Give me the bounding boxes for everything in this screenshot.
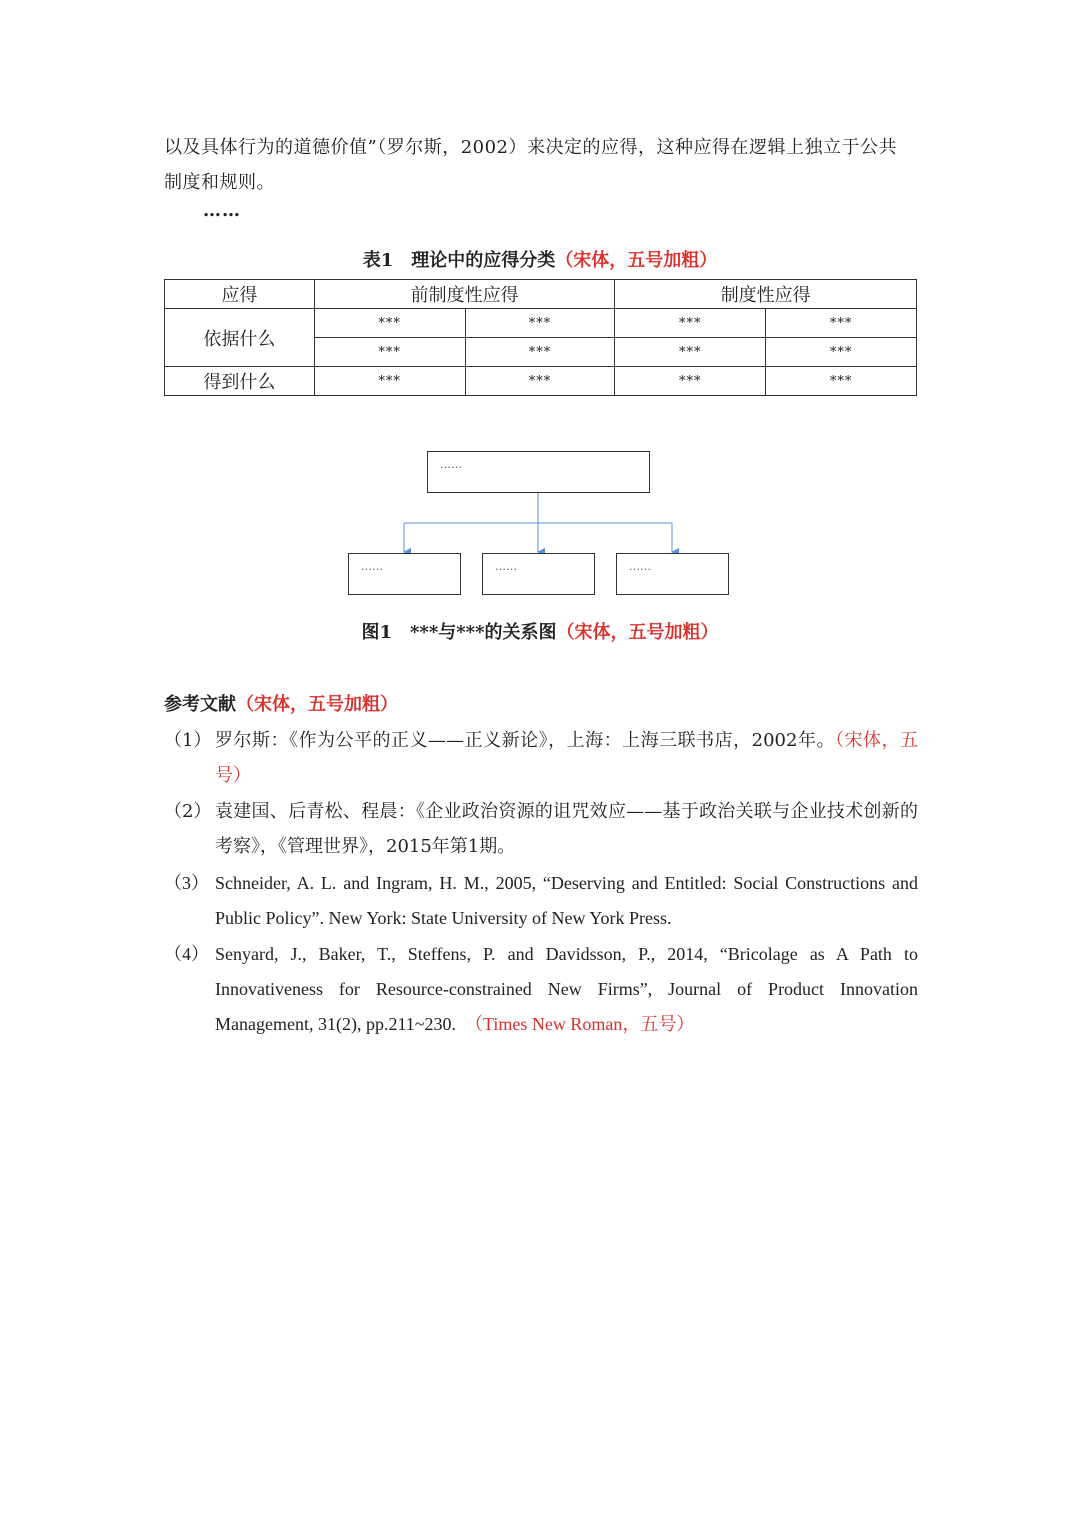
table-cell: *** [314, 338, 465, 367]
header-cell-institutional: 制度性应得 [615, 280, 917, 309]
row-label-basis: 依据什么 [165, 309, 315, 367]
reference-body: 罗尔斯：《作为公平的正义——正义新论》，上海：上海三联书店，2002年。 [215, 730, 835, 751]
reference-number: （3） [164, 873, 209, 893]
figure-caption-main: 图1 ***与***的关系图 [361, 622, 557, 643]
references-heading-note: （宋体，五号加粗） [236, 694, 398, 715]
table-cell: *** [314, 309, 465, 338]
diagram-child-box-text: …… [495, 560, 517, 573]
reference-note: （Times New Roman，五号） [474, 1014, 695, 1034]
reference-text [215, 723, 918, 793]
table-cell: *** [615, 367, 766, 396]
table-cell: *** [465, 309, 615, 338]
table-cell: *** [314, 367, 465, 396]
reference-item-3 [164, 866, 918, 936]
references-heading [164, 690, 398, 716]
header-cell-pre-institutional: 前制度性应得 [314, 280, 615, 309]
diagram-child-box-2 [482, 553, 595, 595]
table-caption-main: 表1 理论中的应得分类 [362, 250, 556, 271]
figure-caption-note: （宋体，五号加粗） [556, 622, 719, 643]
table-cell: *** [766, 309, 917, 338]
reference-item-4 [164, 937, 918, 1042]
figure-caption [0, 618, 1080, 644]
table-cell: *** [766, 367, 917, 396]
diagram-child-box-1 [348, 553, 461, 595]
intro-line-1: 以及具体行为的道德价值”（罗尔斯，2002）来决定的应得，这种应得在逻辑上独立于公共 [164, 137, 898, 158]
reference-text: 袁建国、后青松、程晨：《企业政治资源的诅咒效应——基于政治关联与企业技术创新的考察》，《管理世界》，2015年第1期。 [215, 801, 918, 857]
header-cell-desert: 应得 [165, 280, 315, 309]
reference-number: （2） [164, 801, 212, 822]
diagram-top-box-text: …… [440, 458, 462, 471]
table-cell: *** [615, 309, 766, 338]
row-label-outcome: 得到什么 [165, 367, 315, 396]
reference-number: （4） [164, 944, 209, 964]
intro-line-2: 制度和规则。 [164, 172, 275, 193]
reference-text: Schneider, A. L. and Ingram, H. M., 2005, “Deserving and Entitled: Social Constructions and Public Policy”. New York: State University of New York Press. [215, 873, 918, 928]
diagram-child-box-text: …… [629, 560, 651, 573]
references-heading-text: 参考文献 [164, 694, 236, 715]
reference-body: Senyard, J., Baker, T., Steffens, P. and Davidsson, P., 2014, “Bricolage as A Path to Innovativeness for Resource-constrained New Firms”, Journal of Product Innovation Management, 31(2), pp.211~230. [215, 944, 918, 1034]
ellipsis-marker: …… [203, 200, 241, 221]
table-cell: *** [465, 367, 615, 396]
reference-text [215, 937, 918, 1042]
reference-item-2 [164, 794, 918, 864]
table-cell: *** [766, 338, 917, 367]
reference-note: （宋体，五号） [215, 730, 919, 786]
table-cell: *** [615, 338, 766, 367]
diagram-child-box-3 [616, 553, 729, 595]
table-caption-note: （宋体，五号加粗） [555, 250, 718, 271]
reference-item-1 [164, 723, 918, 793]
diagram-connectors [0, 0, 1080, 700]
diagram-top-box [427, 451, 650, 493]
table-cell: *** [465, 338, 615, 367]
reference-number: （1） [164, 730, 212, 751]
diagram-child-box-text: …… [361, 560, 383, 573]
